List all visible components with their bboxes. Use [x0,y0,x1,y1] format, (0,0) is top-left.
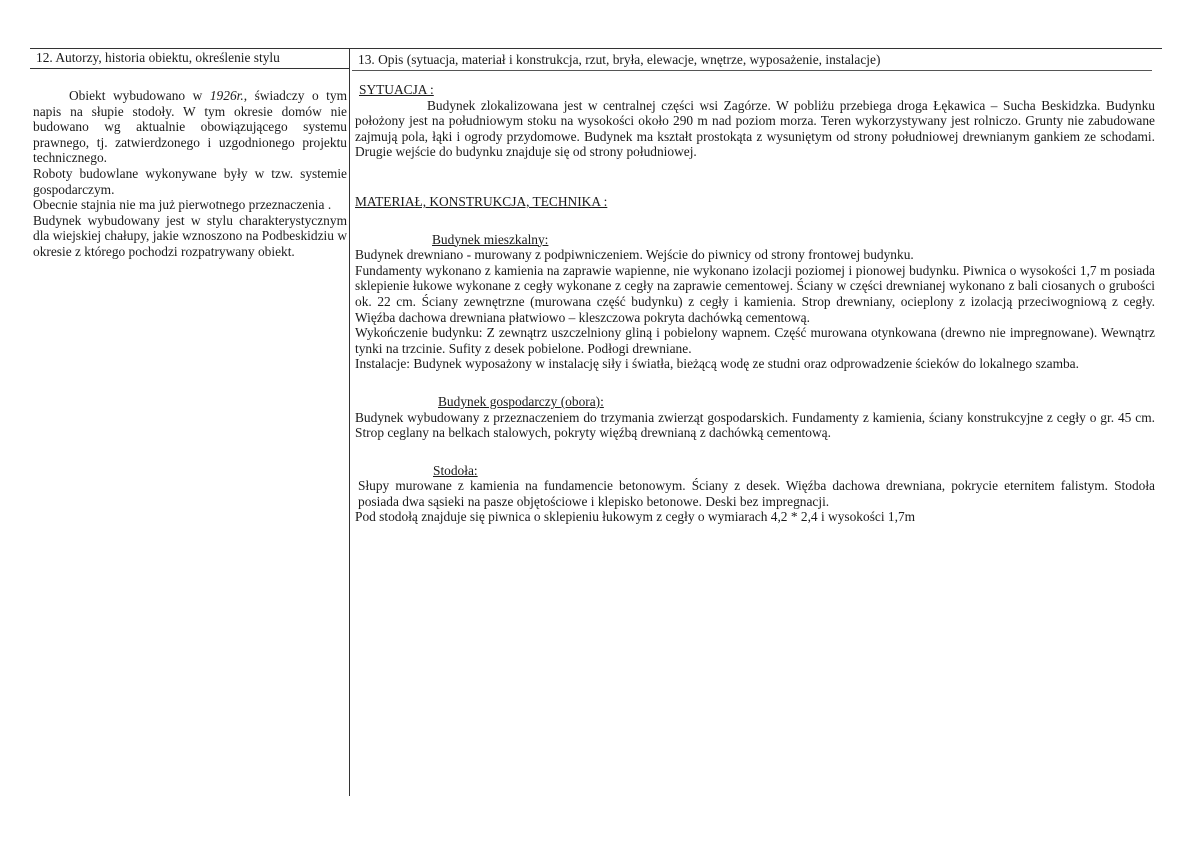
description-column [355,82,1155,525]
barn-paragraph-1: Słupy murowane z kamienia na fundamencie betonowym. Ściany z desek. Więźba dachowa drewniana, pokrycie eternitem falistym. Stodoła posiada dwa sąsieki na pasze objętościowe i klepisko betonowe. Deski bez impregnacji. [358,478,1155,509]
right-header-rule [352,70,1152,71]
situation-heading: SYTUACJA : [359,82,434,97]
construction-year: 1926r. [209,88,244,103]
history-paragraph-4: Budynek wybudowany jest w stylu charakterystycznym dla wiejskiej chałupy, jakie wznoszono na Podbeskidziu w okresie z którego pochodzi rozpatrywany obiekt. [33,212,347,259]
barn-heading: Stodoła: [433,462,478,478]
history-paragraph-3: Obecnie stajnia nie ma już pierwotnego przeznaczenia . [33,197,332,213]
history-paragraph-2: Roboty budowlane wykonywane były w tzw. systemie gospodarczym. [33,165,347,197]
material-heading: MATERIAŁ, KONSTRUKCJA, TECHNIKA : [355,193,608,209]
situation-paragraph: Budynek zlokalizowana jest w centralnej części wsi Zagórze. W pobliżu przebiega droga Łękawica – Sucha Beskidzka. Budynku położony jest na południowym stoku na wysokości około 290 m nad poziom morza. Teren wykorzystywany jest rolniczo. Grunty nie zabudowane zajmują pola, łąki i ogrody przydomowe. Budynek ma kształt prostokąta z wysuniętym od strony południowej drewnianym gankiem ze schodami. Drugie wejście do budynku znajduje się od strony południowej. [355,97,1155,160]
column-divider [349,48,350,796]
residential-building-heading: Budynek mieszkalny: [432,231,549,247]
residential-paragraph-3: Wykończenie budynku: Z zewnątrz uszczelniony gliną i pobielony wapnem. Część murowana otynkowana (drewno nie impregnowane). Wewnątrz tynki na trzcinie. Sufity z desek pobielone. Podłogi drewniane. [355,325,1155,356]
right-column-header: 13. Opis (sytuacja, materiał i konstrukcja, rzut, bryła, elewacje, wnętrze, wyposażenie, instalacje) [358,52,881,67]
barn-paragraph-2: Pod stodołą znajduje się piwnica o sklepieniu łukowym z cegły o wymiarach 4,2 * 2,4 i wysokości 1,7m [355,509,916,525]
residential-paragraph-2: Fundamenty wykonano z kamienia na zaprawie wapienne, nie wykonano izolacji poziomej i pionowej budynku. Piwnica o wysokości 1,7 m posiada sklepienie łukowe wykonane z cegły wykonane z cegły na zaprawie cementowej. Ściany w części drewnianej wykonano z bali ciosanych o grubości ok. 22 cm. Ściany zewnętrzne (murowana część budynku) z cegły i kamienia. Strop drewniany, ocieplony z izolacją przeciwogniową z cegły. Więźba dachowa drewniana płatwiowo – kleszczowa pokryta dachówką cementową. [355,262,1155,325]
history-paragraph-1: Obiekt wybudowano w 1926r., świadczy o tym napis na słupie stodoły. W tym okresie domów nie budowano wg aktualnie obowiązującego systemu prawnego, tj. zatwierdzonego i uzgodnionego projektu technicznego. [33,88,347,166]
farm-building-heading: Budynek gospodarczy (obora): [438,393,604,409]
left-header-rule [30,68,349,69]
residential-paragraph-4: Instalacje: Budynek wyposażony w instalację siły i światła, bieżącą wodę ze studni oraz odprowadzenie ścieków do lokalnego szamba. [355,356,1079,372]
farm-building-paragraph: Budynek wybudowany z przeznaczeniem do trzymania zwierząt gospodarskich. Fundamenty z kamienia, ściany konstrukcyjne z cegły o gr. 45 cm. Strop ceglany na belkach stalowych, pokryty więźbą drewnianą z dachówką cementową. [355,409,1155,441]
residential-paragraph-1: Budynek drewniano - murowany z podpiwniczeniem. Wejście do piwnicy od strony frontowej budynku. [355,247,914,263]
left-column-header: 12. Autorzy, historia obiektu, określenie stylu [36,50,280,65]
table-top-rule [30,48,1162,49]
history-column [33,88,347,260]
